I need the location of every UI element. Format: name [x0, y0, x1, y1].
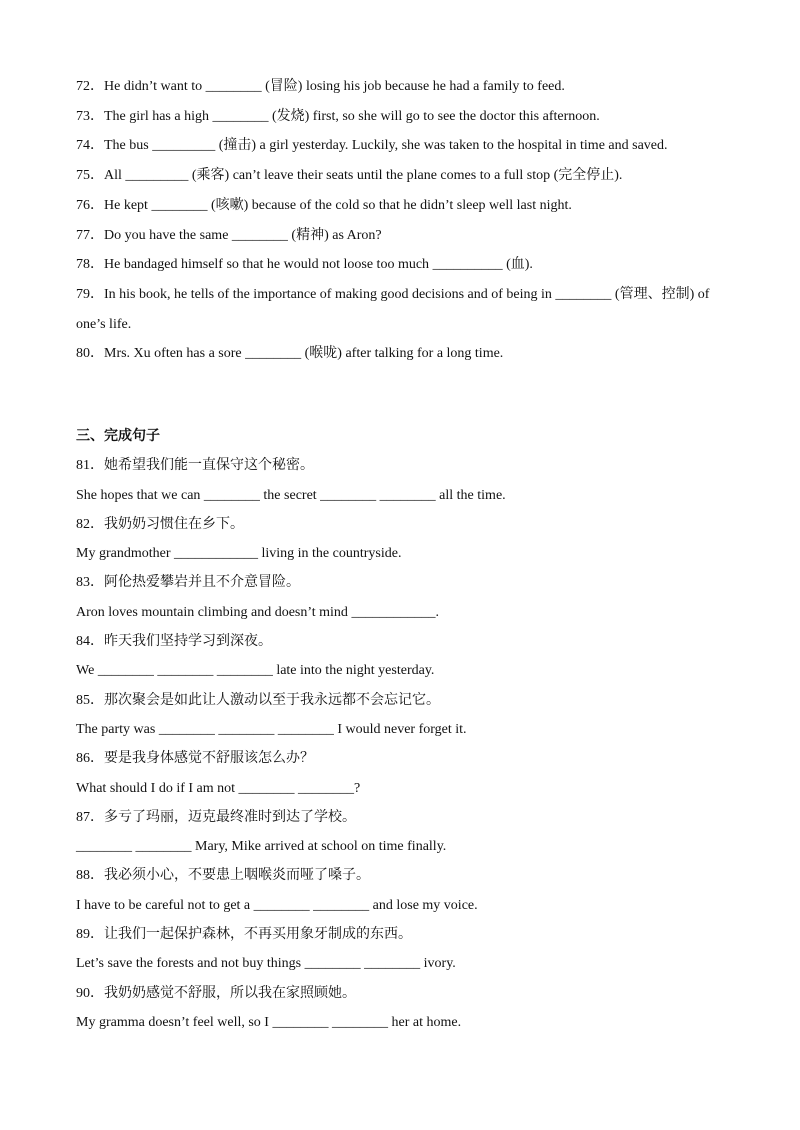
sentence-question [76, 568, 776, 627]
question-text: (发烧) first, so she will go to see the doctor this afternoon. [268, 108, 600, 124]
vocab-question [76, 221, 776, 251]
sentence-question [76, 510, 776, 569]
vocab-question [76, 131, 776, 161]
question-number: 86． [76, 751, 104, 767]
question-text: all the time. [435, 487, 506, 503]
vocab-question [76, 339, 776, 369]
question-text: . [435, 604, 439, 620]
question-line [76, 310, 776, 340]
chinese-prompt-line [76, 451, 776, 480]
question-text: The girl has a high [104, 108, 213, 124]
answer-blank: ________ [331, 1014, 388, 1030]
answer-blank: ________ [253, 897, 310, 913]
question-text: The party was [76, 721, 159, 737]
question-text: (冒险) losing his job because he had a family to feed. [261, 79, 565, 94]
chinese-prompt: 多亏了玛丽，迈克最终准时到达了学校。 [104, 809, 356, 825]
sentence-question [76, 979, 776, 1038]
question-text: (管理、控制) of [611, 286, 710, 302]
question-text: My grandmother [76, 546, 174, 562]
question-text: ? [354, 780, 361, 796]
answer-blank: __________ [432, 257, 503, 273]
chinese-prompt-line [76, 920, 776, 949]
chinese-prompt: 我奶奶习惯住在乡下。 [104, 516, 244, 532]
english-sentence-line [76, 832, 776, 861]
english-sentence-line [76, 1008, 776, 1037]
question-text: I would never forget it. [333, 721, 467, 737]
question-line [76, 191, 776, 221]
sentence-question [76, 744, 776, 803]
vocab-question [76, 72, 776, 102]
question-text: Let’s save the forests and not buy things [76, 956, 305, 972]
answer-blank: ________ [157, 663, 214, 679]
question-number: 75． [76, 168, 104, 184]
question-number: 81． [76, 458, 104, 474]
question-text: I have to be careful not to get a [76, 897, 254, 913]
question-text: We [76, 663, 98, 679]
answer-blank: ________ [277, 721, 334, 737]
question-number: 77． [76, 227, 104, 243]
question-line [76, 280, 776, 310]
answer-blank: _________ [152, 138, 216, 154]
question-number: 84． [76, 634, 104, 650]
question-text: and lose my voice. [369, 897, 478, 913]
question-number: 72． [76, 79, 104, 94]
question-text: He didn’t want to [104, 79, 206, 94]
question-number: 79． [76, 286, 104, 302]
question-text: (咳嗽) because of the cold so that he didn’t sleep well last night. [207, 197, 572, 213]
question-text: My gramma doesn’t feel well, so I [76, 1014, 273, 1030]
english-sentence-line [76, 949, 776, 978]
question-text: She hopes that we can [76, 487, 204, 503]
question-text: (乘客) can’t leave their seats until the plane comes to a full stop (完全停止). [188, 168, 623, 184]
question-text: living in the countryside. [257, 546, 402, 562]
answer-blank: ________ [379, 487, 436, 503]
chinese-prompt-line [76, 510, 776, 539]
question-text: (喉咙) after talking for a long time. [301, 346, 504, 362]
question-text: Mrs. Xu often has a sore [104, 346, 246, 362]
english-sentence-line [76, 715, 776, 744]
question-text: Do you have the same [104, 227, 232, 243]
question-text: (撞击) a girl yesterday. Luckily, she was taken to the hospital in time and saved. [215, 138, 668, 154]
chinese-prompt-line [76, 568, 776, 597]
sentence-question [76, 803, 776, 862]
vocab-question [76, 161, 776, 191]
chinese-prompt-line [76, 744, 776, 773]
vocab-question [76, 191, 776, 221]
answer-blank: _________ [125, 168, 189, 184]
question-text: Aron loves mountain climbing and doesn’t mind [76, 604, 352, 620]
answer-blank: ________ [313, 897, 370, 913]
question-text: her at home. [387, 1014, 462, 1030]
answer-blank: ________ [203, 487, 260, 503]
chinese-prompt: 我奶奶感觉不舒服，所以我在家照顾她。 [104, 985, 356, 1001]
chinese-prompt: 我必须小心，不要患上咽喉炎而哑了嗓子。 [104, 868, 370, 884]
chinese-prompt-line [76, 979, 776, 1008]
question-number: 85． [76, 692, 104, 708]
question-text: (血). [502, 257, 533, 273]
answer-blank: ________ [238, 780, 295, 796]
english-sentence-line [76, 598, 776, 627]
answer-blank: ________ [320, 487, 377, 503]
answer-blank: ________ [97, 663, 154, 679]
answer-blank: ________ [364, 956, 421, 972]
question-line [76, 131, 776, 161]
sentence-question [76, 920, 776, 979]
english-sentence-line [76, 539, 776, 568]
question-number: 82． [76, 516, 104, 532]
question-text: He kept [104, 197, 152, 213]
question-line [76, 102, 776, 132]
answer-blank: ________ [216, 663, 273, 679]
answer-blank: ________ [76, 839, 132, 855]
answer-blank: ________ [135, 839, 192, 855]
sentence-question [76, 451, 776, 510]
answer-blank: ________ [212, 108, 269, 124]
english-sentence-line [76, 656, 776, 685]
chinese-prompt-line [76, 803, 776, 832]
sentence-completion-section [76, 422, 776, 1037]
question-number: 83． [76, 575, 104, 591]
question-text: ivory. [420, 956, 456, 972]
question-number: 90． [76, 985, 104, 1001]
answer-blank: ________ [231, 227, 288, 243]
question-text: What should I do if I am not [76, 780, 239, 796]
question-line [76, 221, 776, 251]
chinese-prompt: 让我们一起保护森林，不再买用象牙制成的东西。 [104, 927, 412, 943]
question-line [76, 72, 776, 102]
question-line [76, 161, 776, 191]
english-sentence-line [76, 891, 776, 920]
question-number: 76． [76, 197, 104, 213]
question-number: 80． [76, 346, 104, 362]
chinese-prompt-line [76, 627, 776, 656]
answer-blank: ________ [298, 780, 355, 796]
question-text: All [104, 168, 126, 184]
chinese-prompt: 要是我身体感觉不舒服该怎么办？ [104, 751, 314, 767]
question-text: He bandaged himself so that he would not loose too much [104, 257, 433, 273]
answer-blank: ________ [218, 721, 275, 737]
question-text: the secret [259, 487, 321, 503]
question-number: 88． [76, 868, 104, 884]
sentence-question-list [76, 451, 776, 1037]
chinese-prompt: 那次聚会是如此让人激动以至于我永远都不会忘记它。 [104, 692, 440, 708]
answer-blank: ________ [245, 346, 302, 362]
vocab-question [76, 102, 776, 132]
answer-blank: ________ [304, 956, 361, 972]
question-text: In his book, he tells of the importance of making good decisions and of being in [104, 286, 556, 302]
answer-blank: ____________ [351, 604, 436, 620]
answer-blank: ____________ [173, 546, 258, 562]
question-text: Mary, Mike arrived at school on time finally. [191, 839, 447, 855]
sentence-question [76, 627, 776, 686]
answer-blank: ________ [272, 1014, 329, 1030]
vocabulary-fill-in-section [76, 72, 776, 369]
question-text: late into the night yesterday. [272, 663, 435, 679]
question-text: The bus [104, 138, 153, 154]
answer-blank: ________ [555, 286, 612, 302]
answer-blank: ________ [151, 197, 208, 213]
chinese-prompt: 阿伦热爱攀岩并且不介意冒险。 [104, 575, 300, 591]
question-number: 89． [76, 927, 104, 943]
question-line [76, 339, 776, 369]
question-number: 74． [76, 138, 104, 154]
chinese-prompt-line [76, 686, 776, 715]
question-text: (精神) as Aron? [287, 227, 382, 243]
question-number: 78． [76, 257, 104, 273]
question-line [76, 250, 776, 280]
vocab-question [76, 280, 776, 339]
chinese-prompt: 昨天我们坚持学习到深夜。 [104, 634, 272, 650]
sentence-question [76, 686, 776, 745]
english-sentence-line [76, 774, 776, 803]
question-number: 73． [76, 108, 104, 124]
section-heading: 三、完成句子 [76, 429, 160, 444]
question-number: 87． [76, 809, 104, 825]
english-sentence-line [76, 481, 776, 510]
chinese-prompt: 她希望我们能一直保守这个秘密。 [104, 458, 314, 474]
chinese-prompt-line [76, 861, 776, 890]
answer-blank: ________ [158, 721, 215, 737]
vocab-question [76, 250, 776, 280]
answer-blank: ________ [205, 79, 262, 94]
sentence-question [76, 861, 776, 920]
question-text: one’s life. [76, 316, 132, 332]
